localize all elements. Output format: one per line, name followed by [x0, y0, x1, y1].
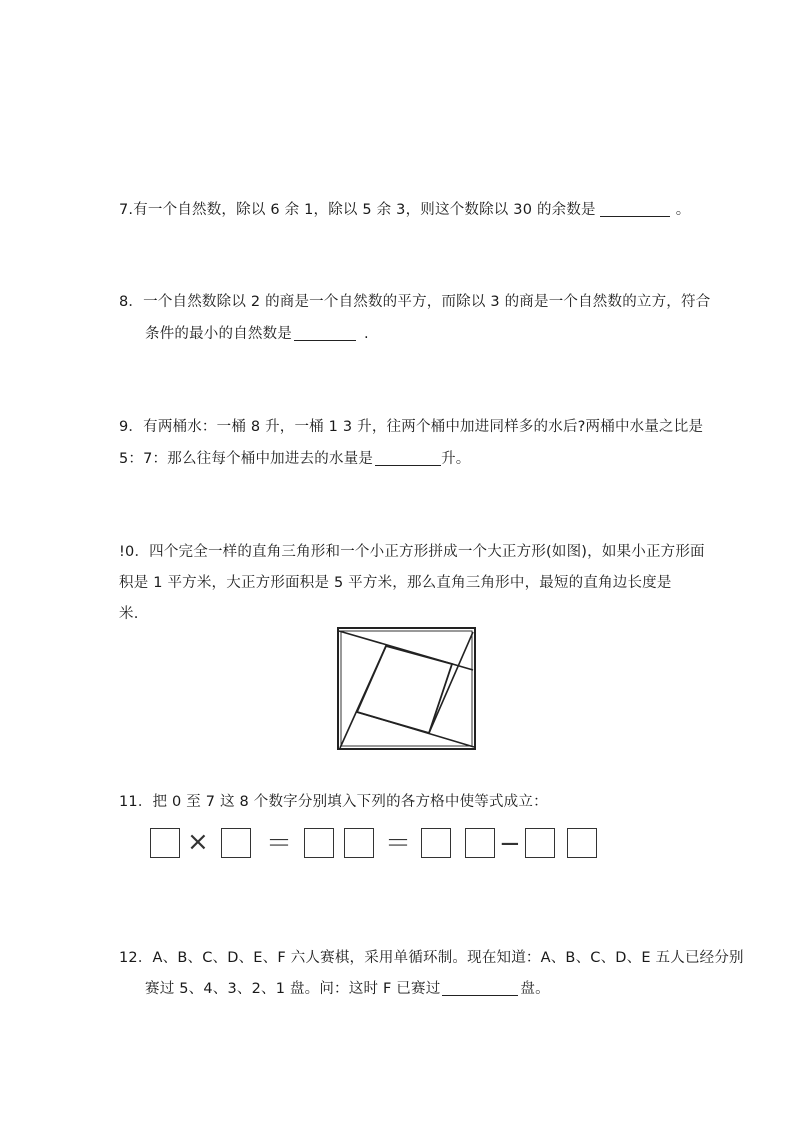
problem-12-text-2: 赛过 5、4、3、2、1 盘。问：这时 F 已赛过	[145, 981, 441, 997]
problem-10-line-3	[119, 602, 139, 623]
problem-12-line-1	[119, 946, 744, 967]
problem-9-line-2	[119, 447, 470, 468]
digit-box-5[interactable]	[421, 828, 451, 858]
answer-blank-12[interactable]	[442, 981, 518, 996]
problem-8-text-2: 条件的最小的自然数是	[145, 326, 292, 342]
problem-10-line-1	[119, 540, 705, 561]
equals-sign-2: ＝	[385, 829, 412, 859]
problem-11	[119, 790, 548, 811]
problem-7-text: 7.有一个自然数，除以 6 余 1，除以 5 余 3，则这个数除以 30 的余数是	[119, 202, 596, 218]
triangle-edge-right	[429, 632, 473, 733]
digit-box-7[interactable]	[525, 828, 555, 858]
problem-11-text: 11．把 0 至 7 这 8 个数字分别填入下列的各方格中使等式成立：	[119, 794, 548, 810]
answer-blank-9[interactable]	[375, 451, 441, 466]
problem-8-end: .	[364, 326, 369, 342]
problem-10-text-2: 积是 1 平方米，大正方形面积是 5 平方米，那么直角三角形中，最短的直角边长度是	[119, 575, 672, 591]
problem-9-text-2: 5：7：那么往每个桶中加进去的水量是	[119, 451, 374, 467]
digit-box-4[interactable]	[344, 828, 374, 858]
problem-7-end: 。	[675, 202, 691, 218]
problem-8-text: 8．一个自然数除以 2 的商是一个自然数的平方，而除以 3 的商是一个自然数的立方，符合	[119, 294, 711, 310]
digit-box-8[interactable]	[567, 828, 597, 858]
minus-sign: −	[499, 829, 521, 859]
outer-square-inner-edge	[341, 631, 472, 746]
problem-10-text-3: 米.	[119, 606, 139, 622]
digit-box-6[interactable]	[465, 828, 495, 858]
problem-8-line-1	[119, 290, 710, 311]
digit-box-2[interactable]	[221, 828, 251, 858]
problem-9-line-1	[119, 415, 703, 436]
problem-10-text: !0．四个完全一样的直角三角形和一个小正方形拼成一个大正方形(如图)，如果小正方形面	[119, 544, 705, 560]
problem-12-end: 盘。	[520, 981, 550, 997]
outer-square	[338, 628, 475, 749]
problem-10-line-2	[119, 571, 672, 592]
problem-9-end: 升。	[441, 451, 471, 467]
answer-blank-8[interactable]	[294, 326, 356, 341]
problem-7	[119, 198, 690, 219]
equals-sign-1: ＝	[266, 829, 293, 859]
problem-12-text: 12．A、B、C、D、E、F 六人赛棋，采用单循环制。现在知道：A、B、C、D、E 五人已经分别	[119, 950, 744, 966]
triangle-edge-top	[339, 631, 473, 670]
problem-8-line-2	[145, 322, 369, 343]
pinwheel-square-figure	[336, 626, 478, 752]
digit-box-3[interactable]	[304, 828, 334, 858]
digit-box-1[interactable]	[150, 828, 180, 858]
problem-9-text: 9．有两桶水：一桶 8 升，一桶 1 3 升，往两个桶中加进同样多的水后?两桶中水量之比是	[119, 419, 704, 435]
answer-blank-7[interactable]	[600, 202, 670, 217]
problem-12-line-2	[145, 977, 550, 998]
times-sign: ×	[187, 827, 209, 857]
